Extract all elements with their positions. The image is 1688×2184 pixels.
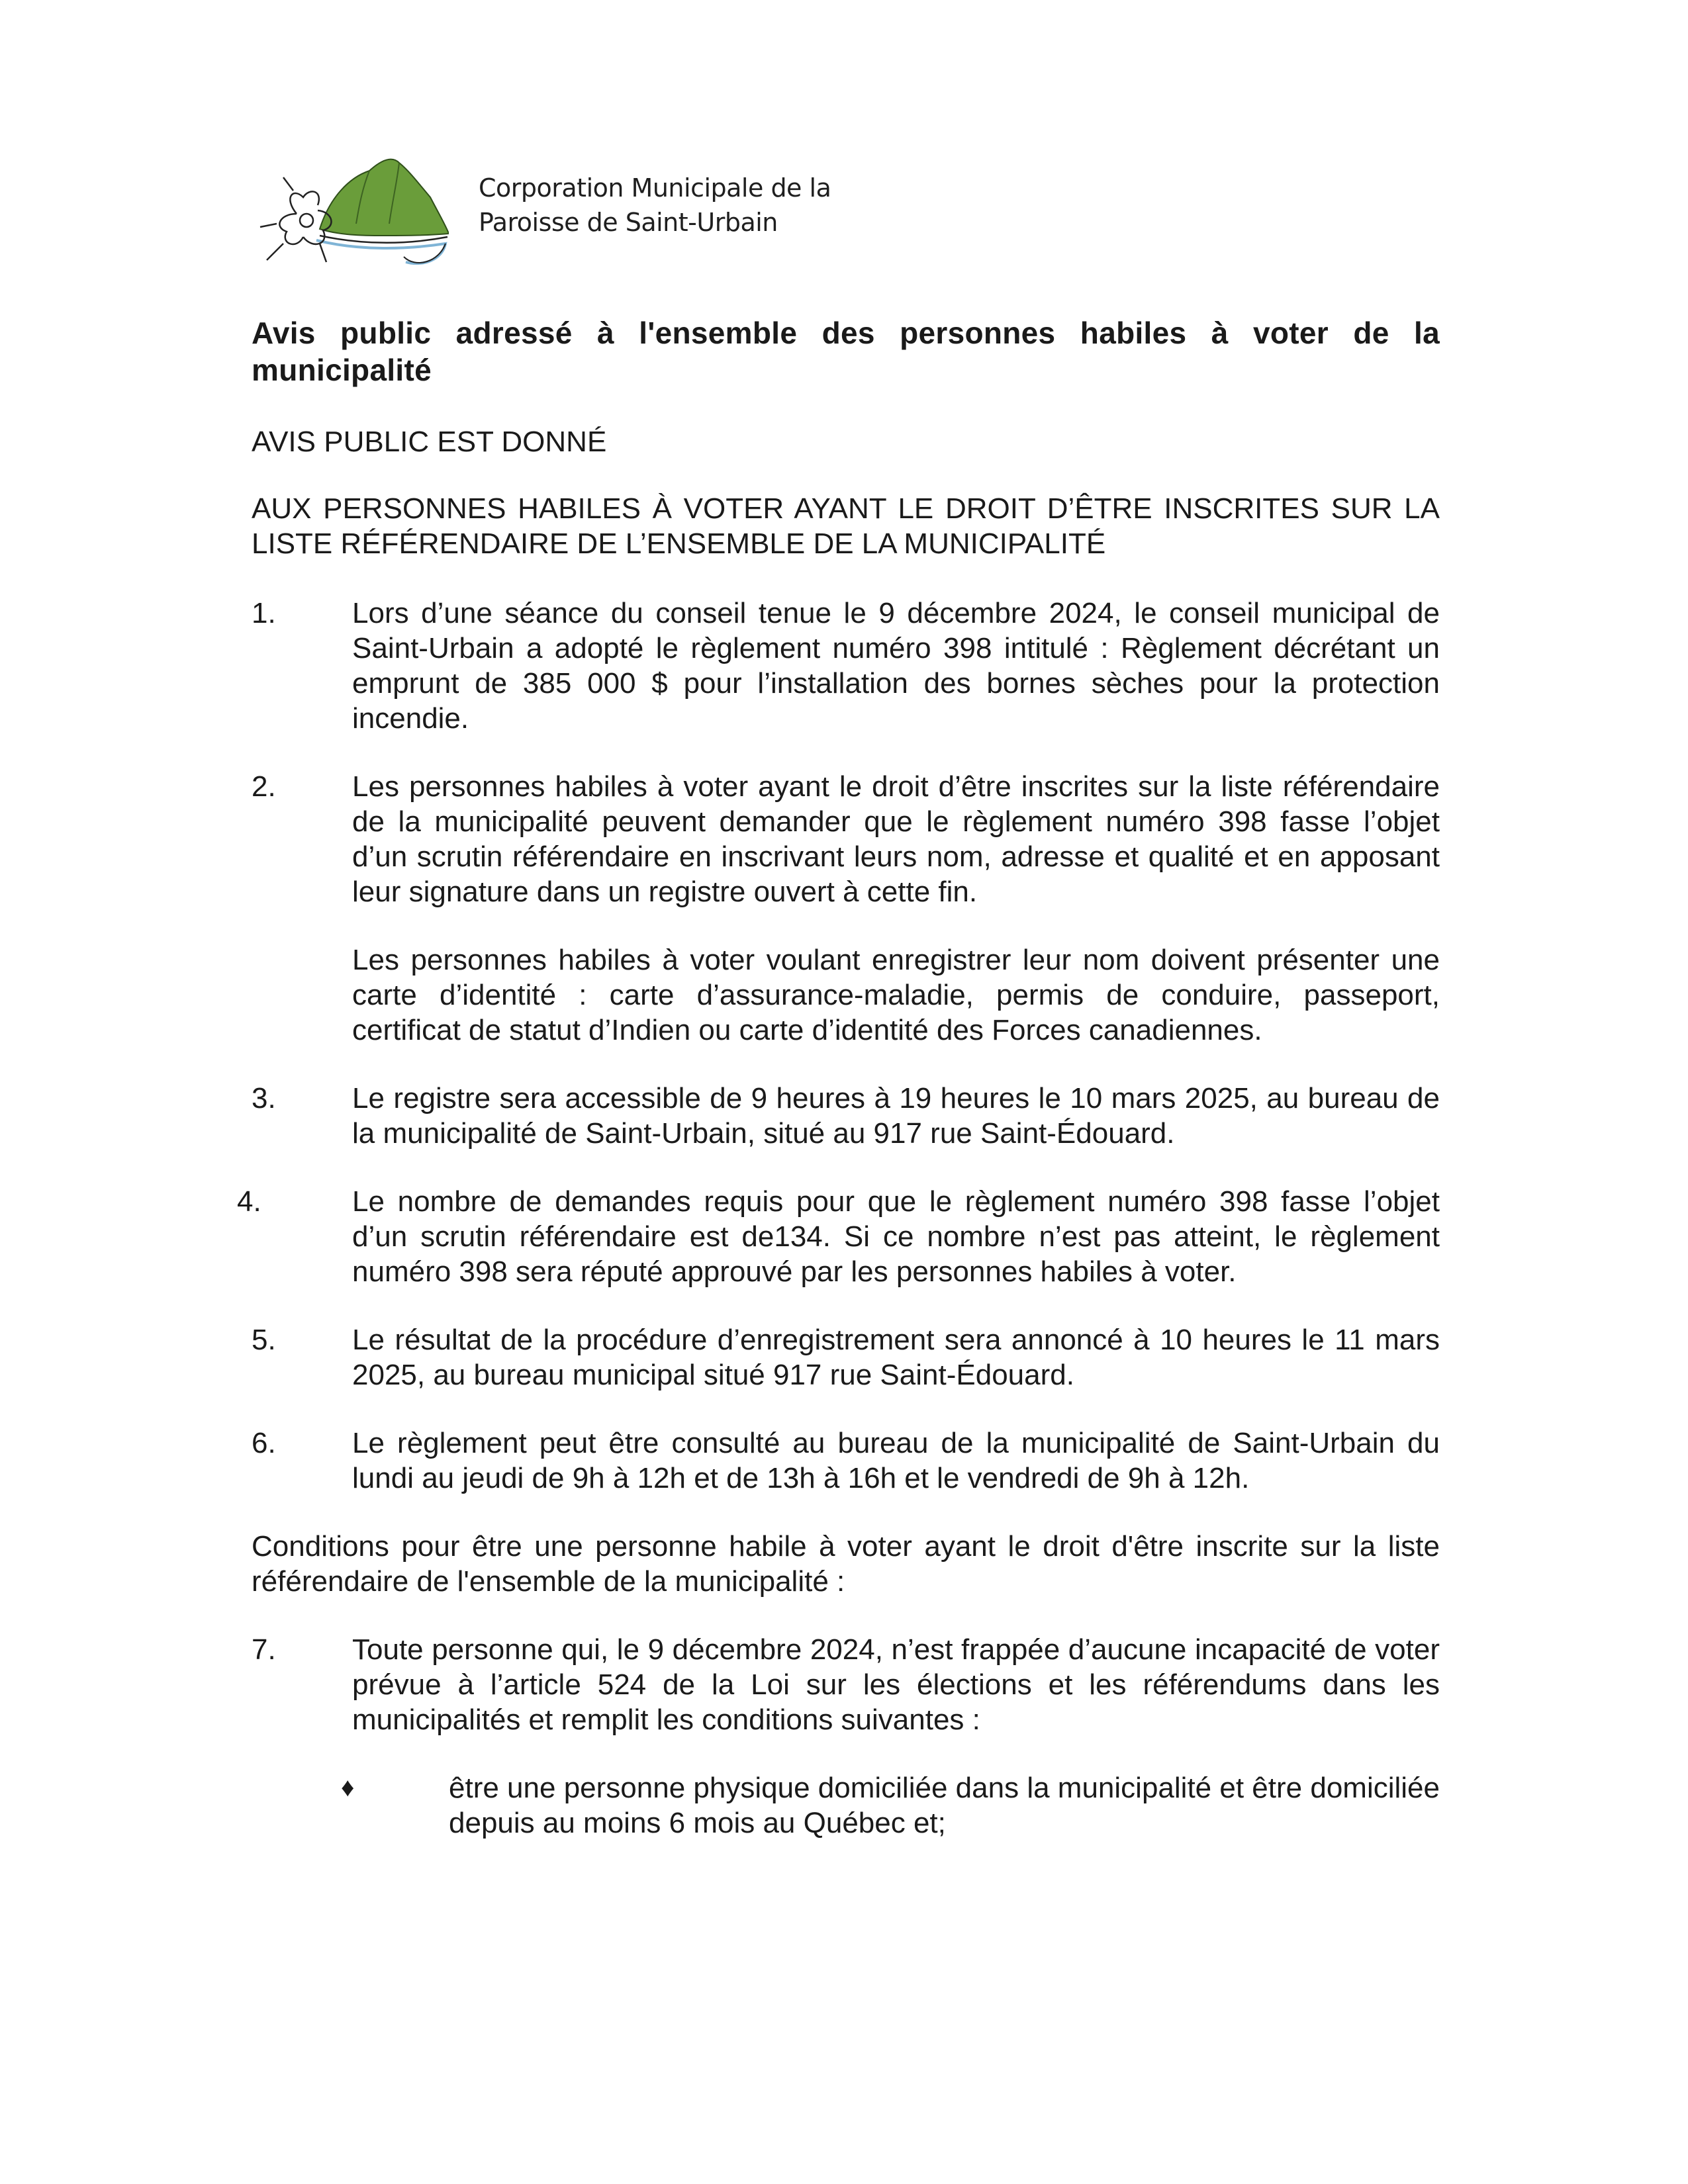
municipal-logo [257, 151, 449, 277]
bullet-item [252, 1770, 1440, 1841]
notice-given: AVIS PUBLIC EST DONNÉ [252, 426, 607, 458]
item-text: Le nombre de demandes requis pour que le règlement numéro 398 fasse l’objet d’un scrutin référendaire est de134. Si ce nombre n’est pas atteint, le règlement numéro 398 sera réputé approuvé par les personnes habiles à voter. [352, 1185, 1440, 1288]
org-name-line2: Paroisse de Saint-Urbain [479, 208, 778, 237]
item-text: Les personnes habiles à voter ayant le droit d’être inscrites sur la liste référendaire de la municipalité peuvent demander que le règlement numéro 398 fasse l’objet d’un scrutin référendaire en inscrivant leurs nom, adresse et qualité et en apposant leur signature dans un registre ouvert à cette fin. [352, 770, 1440, 908]
item-text-continued: Les personnes habiles à voter voulant enregistrer leur nom doivent présenter une carte d’identité : carte d’assurance-maladie, permis de conduire, passeport, certificat de statut d’Indien ou carte d’identité des Forces canadiennes. [352, 944, 1440, 1046]
item-number: 2. [252, 770, 276, 803]
letterhead [257, 151, 919, 277]
conditions-intro: Conditions pour être une personne habile à voter ayant le droit d'être inscrite sur la liste référendaire de l'ensemble de la municipalité : [252, 1530, 1440, 1598]
list-item [237, 1184, 1440, 1289]
item-number: 4. [237, 1185, 261, 1218]
list-item [252, 1426, 1440, 1496]
item-number: 7. [252, 1633, 276, 1666]
item-number: 6. [252, 1427, 276, 1459]
item-text: Lors d’une séance du conseil tenue le 9 décembre 2024, le conseil municipal de Saint-Urbain a adopté le règlement numéro 398 intitulé : Règlement décrétant un emprunt de 385 000 $ pour l’installation des bornes sèches pour la protection incendie. [352, 597, 1440, 735]
organization-name [479, 171, 831, 240]
item-number: 5. [252, 1324, 276, 1356]
list-item [252, 1632, 1440, 1737]
org-name-line1: Corporation Municipale de la [479, 173, 831, 203]
notice-audience: AUX PERSONNES HABILES À VOTER AYANT LE DROIT D’ÊTRE INSCRITES SUR LA LISTE RÉFÉRENDAIRE DE L’ENSEMBLE DE LA MUNICIPALITÉ [252, 492, 1440, 560]
item-number: 3. [252, 1082, 276, 1115]
bullet-text: être une personne physique domiciliée dans la municipalité et être domiciliée depuis au moins 6 mois au Québec et; [449, 1772, 1440, 1839]
list-item [252, 1081, 1440, 1151]
list-item [252, 1322, 1440, 1392]
item-text: Toute personne qui, le 9 décembre 2024, n’est frappée d’aucune incapacité de voter prévue à l’article 524 de la Loi sur les élections et les référendums dans les municipalités et remplit les conditions suivantes : [352, 1633, 1440, 1736]
diamond-bullet-icon: ♦ [341, 1773, 355, 1802]
item-text: Le résultat de la procédure d’enregistrement sera annoncé à 10 heures le 11 mars 2025, au bureau municipal situé 917 rue Saint-Édouard. [352, 1324, 1440, 1391]
item-text: Le règlement peut être consulté au bureau de la municipalité de Saint-Urbain du lundi au jeudi de 9h à 12h et de 13h à 16h et le vendredi de 9h à 12h. [352, 1427, 1440, 1494]
item-number: 1. [252, 597, 276, 629]
notice-body [237, 314, 1440, 1841]
list-item [252, 769, 1440, 1048]
item-text: Le registre sera accessible de 9 heures à 19 heures le 10 mars 2025, au bureau de la municipalité de Saint-Urbain, situé au 917 rue Saint-Édouard. [352, 1082, 1440, 1150]
list-item [252, 596, 1440, 736]
notice-title: Avis public adressé à l'ensemble des personnes habiles à voter de la municipalité [252, 316, 1440, 387]
